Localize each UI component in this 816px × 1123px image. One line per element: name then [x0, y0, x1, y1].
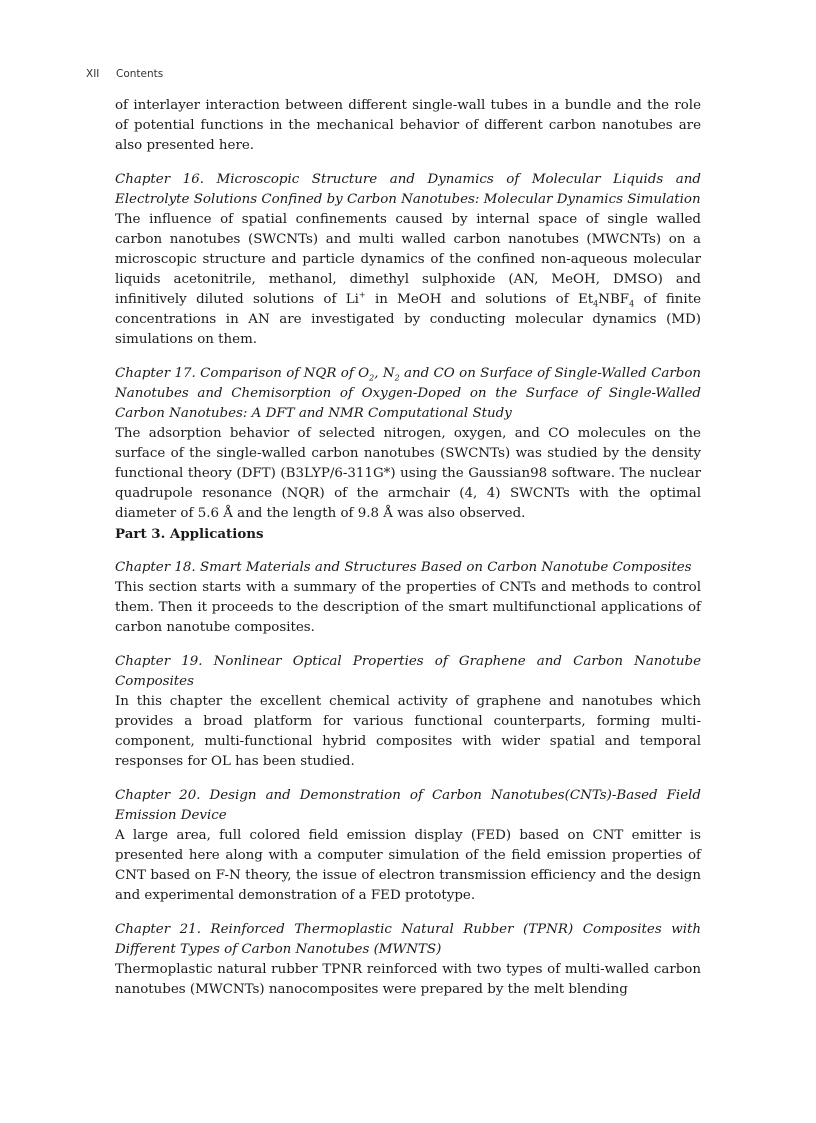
chapter-16-summary: The influence of spatial confinements caused by internal space of single walled carbon nanotubes (SWCNTs) and multi walled carbon nanotubes (MWCNTs) on a microscopic structure and particle dynamics of the confined non-aqueous molecular liquids acetonitrile, methanol, dimethyl sulphoxide (AN, MeOH, DMSO) and infinitively diluted solutions of Li+ in MeOH and solutions of $Et_4NBF_4$ of finite concentrations in AN are investigated by conducting molecular dynamics (MD) simulations on them. [115, 212, 702, 347]
chapter-18-entry [115, 558, 701, 638]
chapter-20-entry [115, 786, 701, 906]
chapter-16-entry [115, 170, 701, 350]
chapter-17-title: Chapter 17. Comparison of NQR of $O_2$, $N_2$ and CO on Surface of Single-Walled Carbon Nanotubes and Chemisorption of Oxygen-Doped on the Surface of Single-Walled Carbon Nanotubes: A DFT and NMR Computational Study [115, 366, 701, 421]
chapter-21-entry [115, 920, 701, 1000]
intro-paragraph: of interlayer interaction between different single-wall tubes in a bundle and the role of potential functions in the mechanical behavior of different carbon nanotubes are also presented here. [115, 98, 701, 153]
page-number: XII [86, 68, 100, 80]
page-content [115, 96, 701, 1000]
chapter-19-entry [115, 652, 701, 772]
chapter-18-title: Chapter 18. Smart Materials and Structures Based on Carbon Nanotube Composites [115, 560, 692, 575]
chapter-20-title: Chapter 20. Design and Demonstration of Carbon Nanotubes(CNTs)-Based Field Emission Device [115, 788, 701, 823]
chapter-17-summary: The adsorption behavior of selected nitrogen, oxygen, and CO molecules on the surface of the single-walled carbon nanotubes (SWCNTs) was studied by the density functional theory (DFT) (B3LYP/6-311G*) using the Gaussian98 software. The nuclear quadrupole resonance (NQR) of the armchair (4, 4) SWCNTs with the optimal diameter of 5.6 Å and the length of 9.8 Å was also observed. [115, 426, 701, 521]
running-title: Contents [116, 68, 164, 80]
chapter-16-title: Chapter 16. Microscopic Structure and Dynamics of Molecular Liquids and Electrolyte Solutions Confined by Carbon Nanotubes: Molecular Dynamics Simulation [115, 172, 701, 207]
chapter-17-entry [115, 364, 701, 524]
part-heading: Part 3. Applications [115, 526, 264, 542]
chapter-18-summary: This section starts with a summary of the properties of CNTs and methods to control them. Then it proceeds to the description of the smart multifunctional applications of carbon nanotube composites. [115, 580, 701, 635]
chapter-20-summary: A large area, full colored field emission display (FED) based on CNT emitter is presented here along with a computer simulation of the field emission properties of CNT based on F-N theory, the issue of electron transmission efficiency and the design and experimental demonstration of a FED prototype. [115, 828, 701, 903]
running-head [86, 68, 163, 80]
chapter-19-title: Chapter 19. Nonlinear Optical Properties of Graphene and Carbon Nanotube Composites [115, 654, 701, 689]
chapter-21-summary: Thermoplastic natural rubber TPNR reinforced with two types of multi-walled carbon nanotubes (MWCNTs) nanocomposites were prepared by the melt blending [115, 962, 701, 997]
chapter-19-summary: In this chapter the excellent chemical activity of graphene and nanotubes which provides a broad platform for various functional counterparts, forming multi-component, multi-functional hybrid composites with wider spatial and temporal responses for OL has been studied. [115, 694, 701, 769]
chapter-21-title: Chapter 21. Reinforced Thermoplastic Natural Rubber (TPNR) Composites with Different Types of Carbon Nanotubes (MWNTS) [115, 922, 701, 957]
